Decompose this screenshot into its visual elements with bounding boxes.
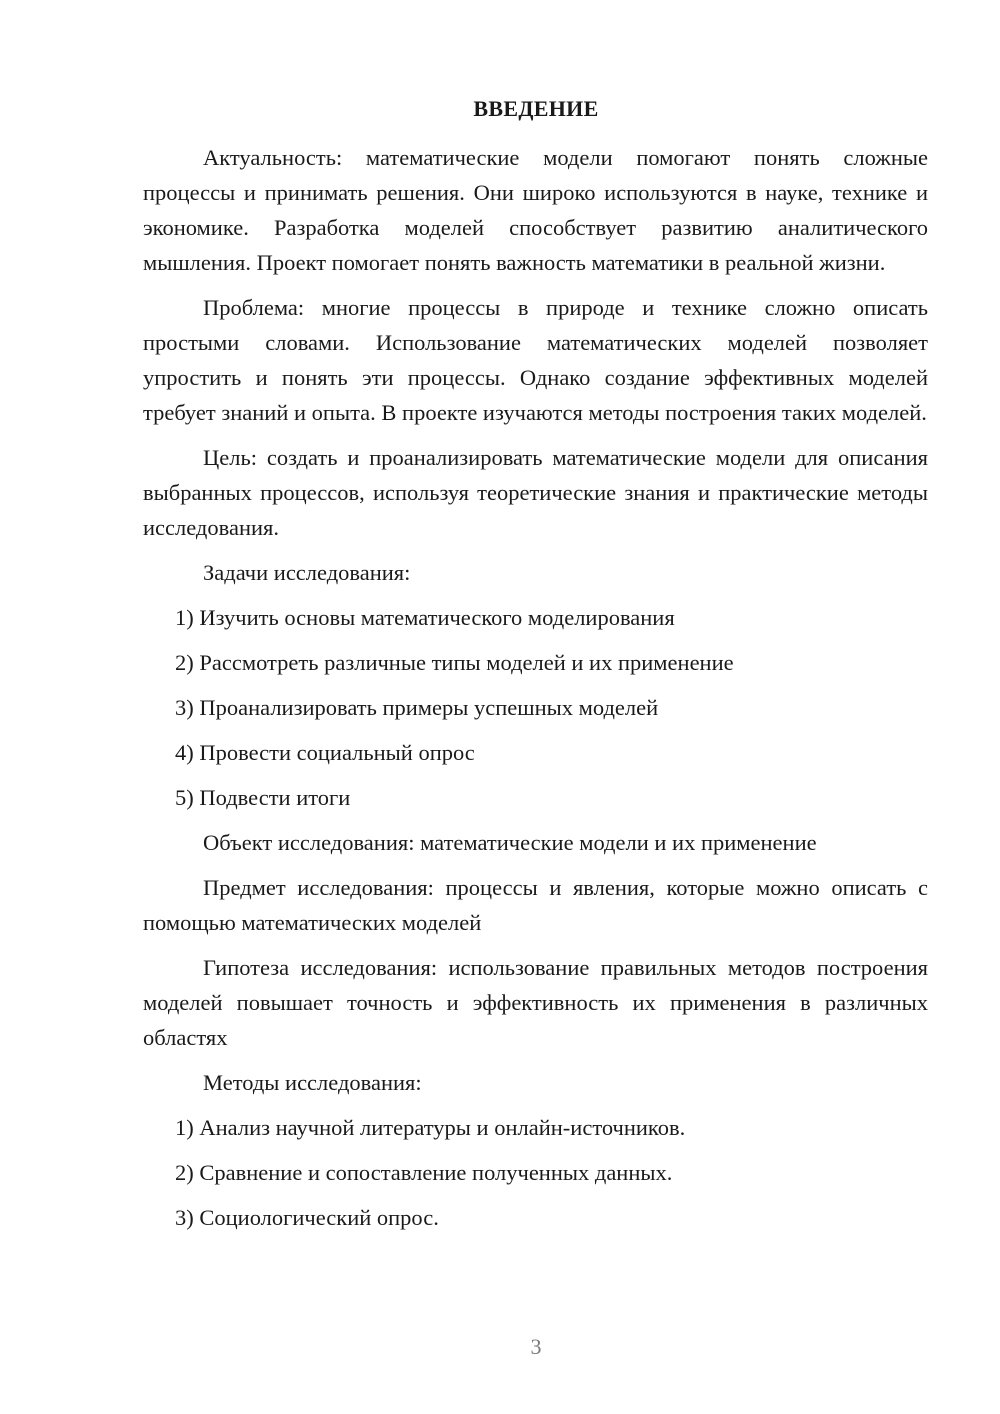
tasks-title: Задачи исследования:: [203, 560, 411, 585]
relevance-paragraph: Актуальность: математические модели помогают понять сложные процессы и принимать решения. Они широко используются в науке, технике и экономике. Разработка моделей способствует развитию аналитического мышления. Проект помогает понять важность математики в реальной жизни.: [143, 145, 928, 275]
task-item: 3) Проанализировать примеры успешных моделей: [175, 695, 659, 720]
hypothesis-paragraph: Гипотеза исследования: использование правильных методов построения моделей повышает точность и эффективность их применения в различных областях: [143, 955, 928, 1050]
document-body: [143, 140, 928, 1245]
page-number: 3: [530, 1334, 542, 1359]
method-item: 1) Анализ научной литературы и онлайн-источников.: [175, 1115, 686, 1140]
section-heading: ВВЕДЕНИЕ: [473, 96, 599, 121]
problem-paragraph: Проблема: многие процессы в природе и технике сложно описать простыми словами. Использование математических моделей позволяет упростить и понять эти процессы. Однако создание эффективных моделей требует знаний и опыта. В проекте изучаются методы построения таких моделей.: [143, 295, 928, 425]
methods-list: [143, 1110, 928, 1235]
subject-paragraph: Предмет исследования: процессы и явления, которые можно описать с помощью математических моделей: [143, 875, 928, 935]
method-item: 2) Сравнение и сопоставление полученных данных.: [175, 1160, 673, 1185]
tasks-list: [143, 600, 928, 815]
object-paragraph: Объект исследования: математические модели и их применение: [203, 830, 817, 855]
task-item: 4) Провести социальный опрос: [175, 740, 475, 765]
methods-title: Методы исследования:: [203, 1070, 422, 1095]
method-item: 3) Социологический опрос.: [175, 1205, 439, 1230]
goal-paragraph: Цель: создать и проанализировать математические модели для описания выбранных процессов, используя теоретические знания и практические методы исследования.: [143, 445, 928, 540]
task-item: 1) Изучить основы математического моделирования: [175, 605, 675, 630]
task-item: 2) Рассмотреть различные типы моделей и их применение: [175, 650, 734, 675]
task-item: 5) Подвести итоги: [175, 785, 351, 810]
